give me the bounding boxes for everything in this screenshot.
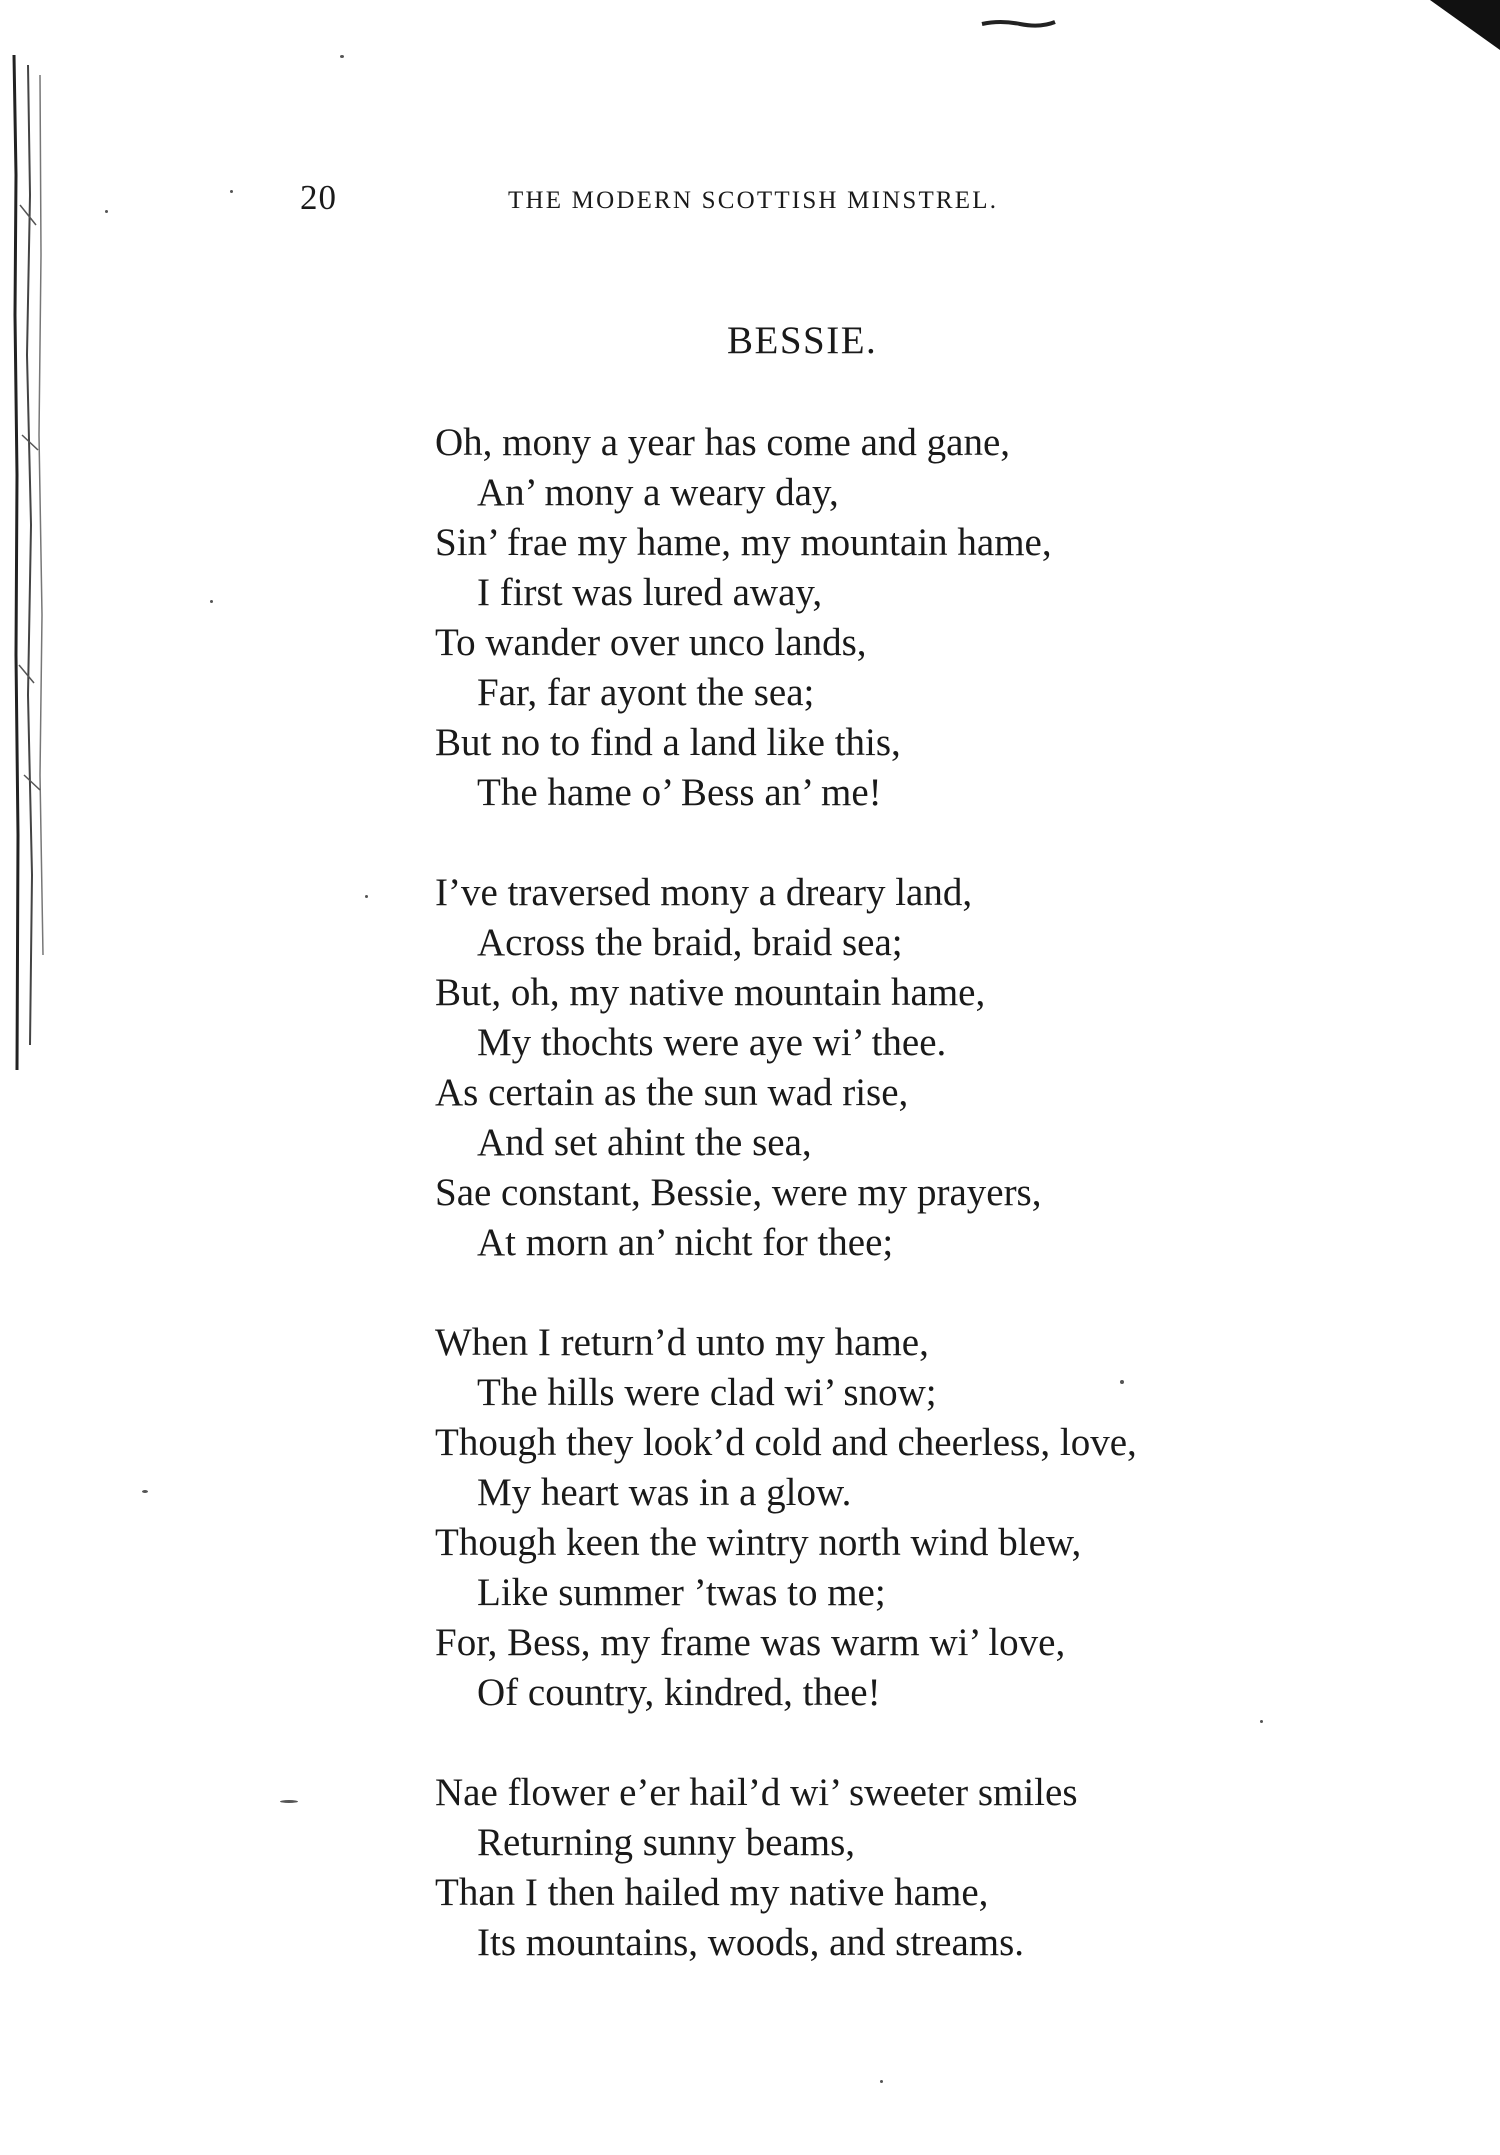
stanza-3 xyxy=(435,1318,1395,1718)
verse-line: Sae constant, Bessie, were my prayers, xyxy=(435,1171,1042,1214)
verse-line: Than I then hailed my native hame, xyxy=(435,1871,989,1914)
speck xyxy=(880,2080,883,2083)
verse-line: When I return’d unto my hame, xyxy=(435,1321,929,1364)
verse-line: Across the braid, braid sea; xyxy=(477,921,903,964)
verse-line: Of country, kindred, thee! xyxy=(477,1671,881,1714)
running-head xyxy=(300,178,1130,228)
running-title: THE MODERN SCOTTISH MINSTREL. xyxy=(508,187,999,214)
binding-edge-artifact xyxy=(10,55,50,1070)
page-number: 20 xyxy=(300,178,337,217)
verse-line: The hills were clad wi’ snow; xyxy=(477,1371,937,1414)
speck xyxy=(280,1800,298,1803)
verse-line: For, Bess, my frame was warm wi’ love, xyxy=(435,1621,1066,1664)
poem-title: BESSIE. xyxy=(727,319,878,362)
poem-body xyxy=(435,418,1395,2018)
verse-line: But, oh, my native mountain hame, xyxy=(435,971,986,1014)
verse-line: Though keen the wintry north wind blew, xyxy=(435,1521,1082,1564)
verse-line: I first was lured away, xyxy=(477,571,823,614)
top-smudge-artifact xyxy=(980,14,1060,34)
verse-line: Sin’ frae my hame, my mountain hame, xyxy=(435,521,1052,564)
speck xyxy=(105,210,108,213)
verse-line: Its mountains, woods, and streams. xyxy=(477,1921,1025,1964)
speck xyxy=(230,190,233,193)
speck xyxy=(340,55,344,58)
stanza-4 xyxy=(435,1768,1395,1968)
verse-line: My heart was in a glow. xyxy=(477,1471,852,1514)
verse-line: Though they look’d cold and cheerless, love, xyxy=(435,1421,1137,1464)
verse-line: I’ve traversed mony a dreary land, xyxy=(435,871,973,914)
verse-line: Like summer ’twas to me; xyxy=(477,1571,886,1614)
verse-line: At morn an’ nicht for thee; xyxy=(477,1221,894,1264)
verse-line: As certain as the sun wad rise, xyxy=(435,1071,909,1114)
speck xyxy=(142,1490,148,1493)
speck xyxy=(210,600,213,603)
verse-line: To wander over unco lands, xyxy=(435,621,867,664)
verse-line: Far, far ayont the sea; xyxy=(477,671,815,714)
verse-line: The hame o’ Bess an’ me! xyxy=(477,771,882,814)
verse-line: And set ahint the sea, xyxy=(477,1121,812,1164)
verse-line: My thochts were aye wi’ thee. xyxy=(477,1021,947,1064)
stanza-1 xyxy=(435,418,1395,818)
corner-mark-artifact xyxy=(1430,0,1500,50)
stanza-2 xyxy=(435,868,1395,1268)
speck xyxy=(365,895,368,898)
verse-line: But no to find a land like this, xyxy=(435,721,901,764)
verse-line: An’ mony a weary day, xyxy=(477,471,839,514)
verse-line: Returning sunny beams, xyxy=(477,1821,856,1864)
verse-line: Oh, mony a year has come and gane, xyxy=(435,421,1011,464)
verse-line: Nae flower e’er hail’d wi’ sweeter smiles xyxy=(435,1771,1078,1814)
